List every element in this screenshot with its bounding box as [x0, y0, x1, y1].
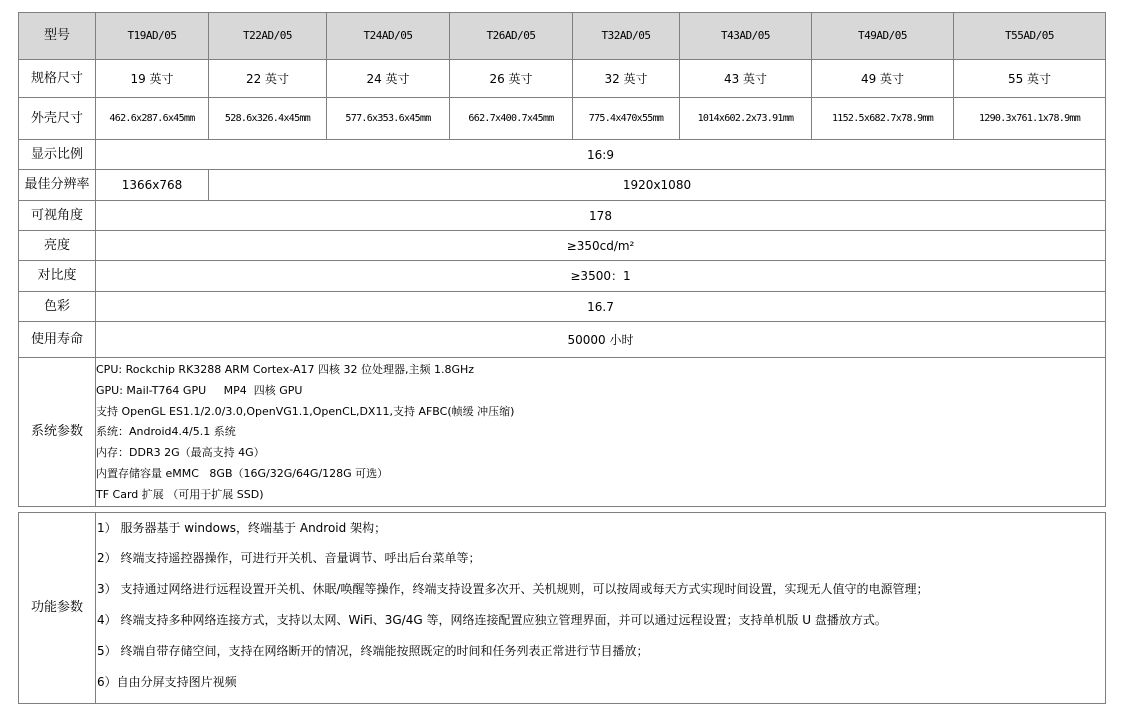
system-param-line: TF Card 扩展 （可用于扩展 SSD): [96, 487, 264, 501]
viewing-angle-value: 178: [96, 201, 1106, 231]
resolution-value-small: 1366x768: [96, 170, 209, 201]
dimension-cell: 1014x602.2x73.91mm: [680, 98, 812, 140]
viewing-angle-row: [19, 201, 1106, 231]
lifespan-value: 50000 小时: [96, 322, 1106, 358]
color-row: [19, 292, 1106, 322]
function-line: 4） 终端支持多种网络连接方式，支持以太网、WiFi、3G/4G 等，网络连接配置应独立管理界面，并可以通过远程设置；支持单机版 U 盘播放方式。: [97, 613, 887, 627]
contrast-value: ≥3500：1: [96, 261, 1106, 292]
header-label: 型号: [19, 13, 96, 60]
system-param-line: 系统：Android4.4/5.1 系统: [96, 425, 236, 439]
color-value: 16.7: [96, 292, 1106, 322]
size-cell: 22 英寸: [209, 60, 327, 98]
model-cell: T55AD/05: [954, 13, 1106, 60]
resolution-row: [19, 170, 1106, 201]
row-label: 亮度: [19, 231, 96, 261]
lifespan-row: [19, 322, 1106, 358]
model-cell: T32AD/05: [573, 13, 680, 60]
model-cell: T49AD/05: [812, 13, 954, 60]
function-line: 6）自由分屏支持图片视频: [97, 675, 237, 689]
spec-table: [18, 12, 1106, 507]
system-row: [19, 358, 1106, 507]
system-param-line: 内存：DDR3 2G（最高支持 4G）: [96, 446, 265, 460]
row-label: 色彩: [19, 292, 96, 322]
dimension-cell: 1290.3x761.1x78.9mm: [954, 98, 1106, 140]
function-row: [19, 513, 1106, 704]
dimension-cell: 577.6x353.6x45mm: [327, 98, 450, 140]
size-cell: 55 英寸: [954, 60, 1106, 98]
function-line: 5） 终端自带存储空间，支持在网络断开的情况，终端能按照既定的时间和任务列表正常进行节目播放；: [97, 644, 649, 658]
dimension-cell: 775.4x470x55mm: [573, 98, 680, 140]
system-param-line: CPU: Rockchip RK3288 ARM Cortex-A17 四核 32 位处理器,主频 1.8GHz: [96, 363, 475, 376]
model-cell: T19AD/05: [96, 13, 209, 60]
row-label: 功能参数: [19, 513, 96, 704]
function-params: [96, 513, 1106, 704]
system-param-line: 内置存储容量 eMMC 8GB（16G/32G/64G/128G 可选）: [96, 466, 389, 480]
row-label: 对比度: [19, 261, 96, 292]
brightness-row: [19, 231, 1106, 261]
row-label: 显示比例: [19, 140, 96, 170]
resolution-value-large: 1920x1080: [209, 170, 1106, 201]
dimensions-row: [19, 98, 1106, 140]
brightness-value: ≥350cd/m²: [96, 231, 1106, 261]
size-cell: 24 英寸: [327, 60, 450, 98]
model-cell: T43AD/05: [680, 13, 812, 60]
aspect-ratio-value: 16:9: [96, 140, 1106, 170]
row-label: 使用寿命: [19, 322, 96, 358]
contrast-row: [19, 261, 1106, 292]
size-cell: 32 英寸: [573, 60, 680, 98]
function-table: [18, 512, 1106, 704]
row-label: 系统参数: [19, 358, 96, 507]
size-cell: 49 英寸: [812, 60, 954, 98]
system-param-line: 支持 OpenGL ES1.1/2.0/3.0,OpenVG1.1,OpenCL,DX11,支持 AFBC(帧缓 冲压缩): [96, 404, 515, 418]
dimension-cell: 662.7x400.7x45mm: [450, 98, 573, 140]
model-cell: T26AD/05: [450, 13, 573, 60]
row-label: 规格尺寸: [19, 60, 96, 98]
aspect-ratio-row: [19, 140, 1106, 170]
system-params: [96, 358, 1106, 507]
model-cell: T24AD/05: [327, 13, 450, 60]
function-line: 3） 支持通过网络进行远程设置开关机、休眠/唤醒等操作，终端支持设置多次开、关机规则，可以按周或每天方式实现时间设置，实现无人值守的电源管理；: [97, 582, 929, 596]
header-row: [19, 13, 1106, 60]
dimension-cell: 1152.5x682.7x78.9mm: [812, 98, 954, 140]
size-cell: 43 英寸: [680, 60, 812, 98]
function-line: 2） 终端支持遥控器操作，可进行开关机、音量调节、呼出后台菜单等；: [97, 551, 481, 565]
size-row: [19, 60, 1106, 98]
system-param-line: GPU: Mail-T764 GPU MP4 四核 GPU: [96, 383, 303, 397]
function-line: 1） 服务器基于 windows，终端基于 Android 架构；: [97, 521, 387, 535]
size-cell: 26 英寸: [450, 60, 573, 98]
row-label: 外壳尺寸: [19, 98, 96, 140]
dimension-cell: 528.6x326.4x45mm: [209, 98, 327, 140]
row-label: 最佳分辨率: [19, 170, 96, 201]
size-cell: 19 英寸: [96, 60, 209, 98]
row-label: 可视角度: [19, 201, 96, 231]
dimension-cell: 462.6x287.6x45mm: [96, 98, 209, 140]
model-cell: T22AD/05: [209, 13, 327, 60]
